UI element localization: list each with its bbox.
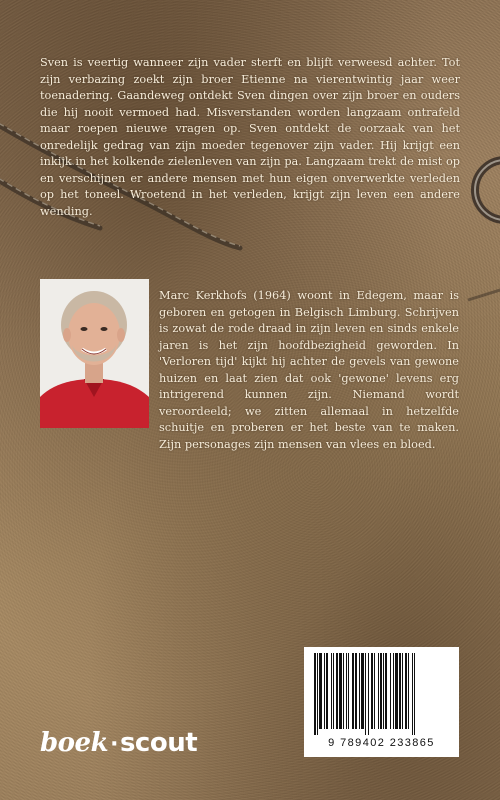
book-blurb: Sven is veertig wanneer zijn vader sterft en blijft verweesd achter. Tot zijn verbazing zoekt zijn broer Etienne na vierentwintig jaar weer toenadering. Gaandeweg ontdekt Sven dingen over zijn broer en ouders die hij nooit vermoed had. Misverstanden worden langzaam ontrafeld maar roepen nieuwe vragen op. Sven ontdekt de oorzaak van het onredelijk gedrag van zijn moeder tegenover zijn vader. Hij krijgt een inkijk in het kolkende zielenleven van zijn pa. Langzaam trekt de mist op en verschijnen er andere mensen met hun eigen onverwerkte verleden op het toneel. Wroetend in het verleden, krijgt zijn leven een andere wending. [40, 56, 460, 218]
author-photo [40, 279, 149, 428]
barcode-bars [310, 653, 453, 735]
barcode [304, 647, 459, 757]
publisher-logo-part2: scout [119, 728, 198, 758]
publisher-logo-separator: · [110, 732, 118, 757]
publisher-logo-part1: boek [40, 728, 109, 758]
publisher-logo [40, 728, 197, 758]
author-bio: Marc Kerkhofs (1964) woont in Edegem, maar is geboren en getogen in Belgisch Limburg. Schrijven is zowat de rode draad in zijn leven en sinds enkele jaren is het zijn hoofdbezigheid geworden. In 'Verloren tijd' kijkt hij achter de gevels van gewone huizen en laat zien dat ook 'gewone' levens erg intrigerend kunnen zijn. Niemand wordt veroordeeld; we zitten allemaal in hetzelfde schuitje en proberen er het beste van te maken. Zijn personages zijn mensen van vlees en bloed. [159, 289, 459, 451]
isbn-number: 9 789402 233865 [328, 737, 435, 749]
